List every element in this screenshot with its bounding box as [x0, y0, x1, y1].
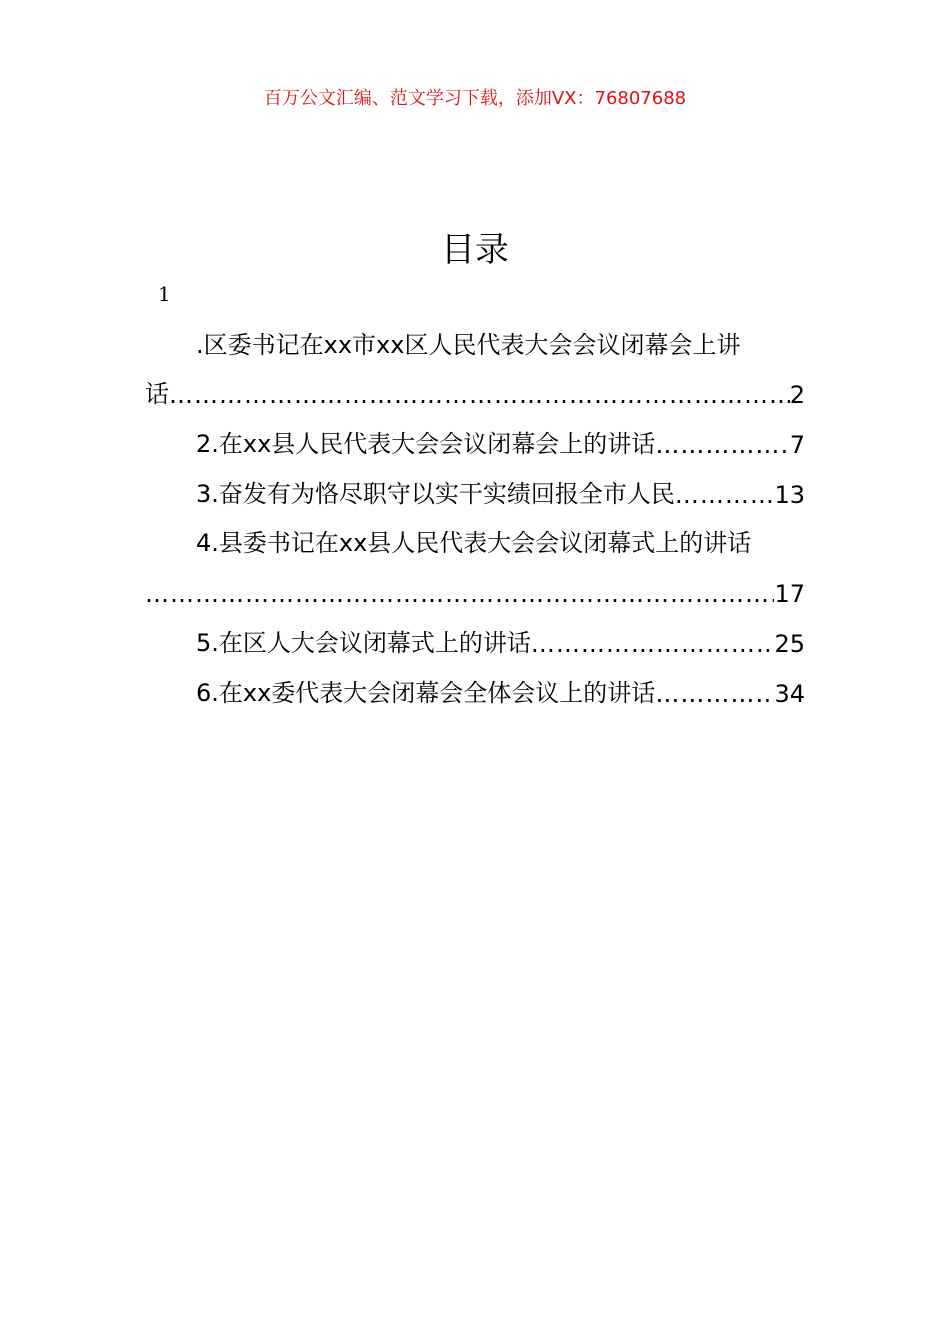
toc-entry-2[interactable]: [145, 425, 805, 459]
toc-leader-dots: [145, 580, 774, 608]
toc-entry-3[interactable]: [145, 475, 805, 509]
toc-leader-dots: [169, 381, 790, 409]
toc-entry-title: 5.在区人大会议闭幕式上的讲话: [196, 629, 531, 657]
toc-leader-dots: [655, 680, 774, 708]
toc-leader-dots: [655, 431, 789, 459]
toc-page-number: 13: [774, 481, 805, 509]
header-watermark-text: 百万公文汇编、范文学习下载，添加VX：76807688: [263, 88, 687, 109]
toc-entry-title: .区委书记在xx市xx区人民代表大会会议闭幕会上讲: [196, 331, 741, 359]
list-number: 1: [158, 282, 171, 306]
toc-page-number: 25: [774, 630, 805, 658]
toc-entry-title: 话: [145, 380, 169, 408]
toc-page-number: 17: [774, 580, 805, 608]
toc-page-number: 7: [789, 431, 805, 459]
toc-leader-dots: [531, 630, 775, 658]
toc-page-number: 2: [789, 381, 805, 409]
toc-entry-4-line1[interactable]: [145, 524, 805, 558]
page-title: 目录: [441, 230, 509, 270]
toc-entry-title: 2.在xx县人民代表大会会议闭幕会上的讲话: [196, 430, 656, 458]
toc-entry-5[interactable]: [145, 624, 805, 658]
toc-entry-title: 6.在xx委代表大会闭幕会全体会议上的讲话: [196, 679, 656, 707]
toc-page-number: 34: [774, 680, 805, 708]
toc-leader-dots: [675, 481, 775, 509]
toc-entry-1-line2[interactable]: [145, 375, 805, 409]
toc-entry-title: 3.奋发有为恪尽职守以实干实绩回报全市人民: [196, 480, 675, 508]
toc-entry-title: 4.县委书记在xx县人民代表大会会议闭幕式上的讲话: [196, 529, 752, 557]
toc-entry-6[interactable]: [145, 674, 805, 708]
toc-entry-4-line2[interactable]: [145, 574, 805, 608]
toc-entry-1-line1[interactable]: [145, 326, 805, 360]
